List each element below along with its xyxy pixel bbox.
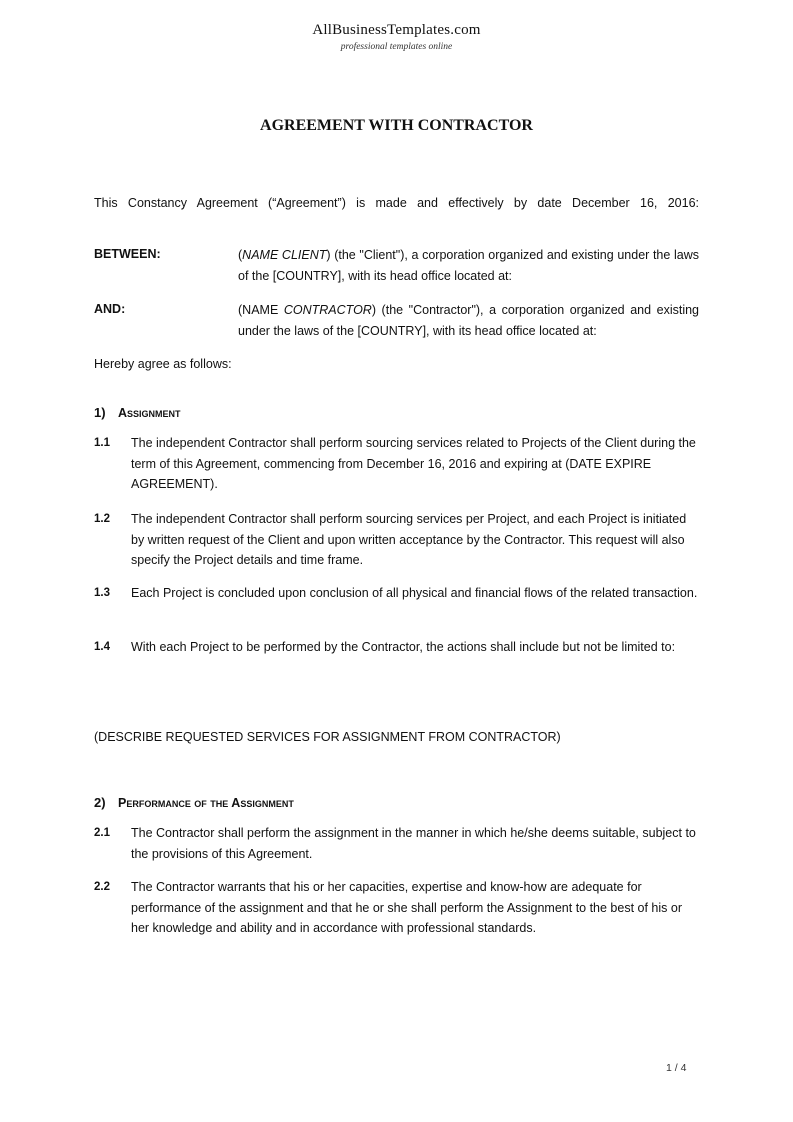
party-text-contractor-body: ) (the "Contractor"), a corporation organized and existing under the laws of the [COUNTRY], with its head office located at: (238, 303, 700, 338)
clause-text: With each Project to be performed by the Contractor, the actions shall include but not be limited to: (131, 640, 676, 654)
brand-name: AllBusinessTemplates.com (312, 22, 481, 38)
section-number: 1) (94, 405, 106, 420)
clause-2-1 (94, 823, 699, 864)
clause-text: Each Project is concluded upon conclusion of all physical and financial flows of the related transaction. (131, 586, 698, 600)
clause-text: The Contractor warrants that his or her capacities, expertise and know-how are adequate for performance of the assignment and that he or she shall perform the Assignment to the best of his or her knowledge and ability and in accordance with professional standards. (131, 880, 683, 935)
clause-text: The independent Contractor shall perform sourcing services related to Projects of the Client during the term of this Agreement, commencing from December 16, 2016 and expiring at (DATE EXPIRE AGREEMENT). (131, 436, 696, 491)
clause-number: 2.1 (94, 827, 110, 839)
document-title: AGREEMENT WITH CONTRACTOR (260, 117, 533, 134)
page-number: 1 / 4 (666, 1062, 687, 1074)
clause-text: The Contractor shall perform the assignment in the manner in which he/she deems suitable, subject to the provisions of this Agreement. (131, 826, 696, 861)
describe-services-note: (DESCRIBE REQUESTED SERVICES FOR ASSIGNMENT FROM CONTRACTOR) (94, 730, 561, 744)
agree-line: Hereby agree as follows: (94, 357, 232, 371)
brand-tagline: professional templates online (340, 42, 453, 52)
clause-text: The independent Contractor shall perform sourcing services per Project, and each Project is initiated by written request of the Client and upon written acceptance by the Contractor. This request will also specify the Project details and time frame. (131, 512, 687, 567)
clause-1-2 (94, 509, 699, 571)
intro-paragraph: This Constancy Agreement (“Agreement”) is made and effectively by date December 16, 2016: (94, 196, 699, 210)
brand-header (0, 22, 793, 52)
clause-2-2 (94, 877, 699, 939)
section-number: 2) (94, 795, 106, 810)
party-label-between: BETWEEN: (94, 247, 161, 261)
clause-1-1 (94, 433, 699, 495)
party-text-contractor-prefix: (NAME (238, 303, 284, 317)
placeholder-name-client: NAME CLIENT (242, 248, 327, 262)
clause-1-3 (94, 583, 699, 604)
clause-number: 2.2 (94, 881, 110, 893)
section-title: Assignment (118, 406, 181, 420)
party-text-client-body: ) (the "Client"), a corporation organized and existing under the laws of the [COUNTRY], with its head office located at: (238, 248, 699, 283)
party-text-client-prefix: ( (238, 248, 243, 262)
section-heading-assignment (94, 405, 181, 420)
clause-1-4 (94, 637, 699, 658)
party-label-and: AND: (94, 302, 126, 316)
clause-number: 1.3 (94, 587, 110, 599)
placeholder-name-contractor: CONTRACTOR (283, 303, 372, 317)
clause-number: 1.2 (94, 513, 110, 525)
clause-number: 1.1 (94, 437, 110, 449)
section-heading-performance (94, 795, 294, 810)
party-text-contractor (238, 300, 699, 342)
section-title: Performance of the Assignment (118, 796, 294, 810)
party-text-client (238, 245, 699, 287)
clause-number: 1.4 (94, 641, 110, 653)
